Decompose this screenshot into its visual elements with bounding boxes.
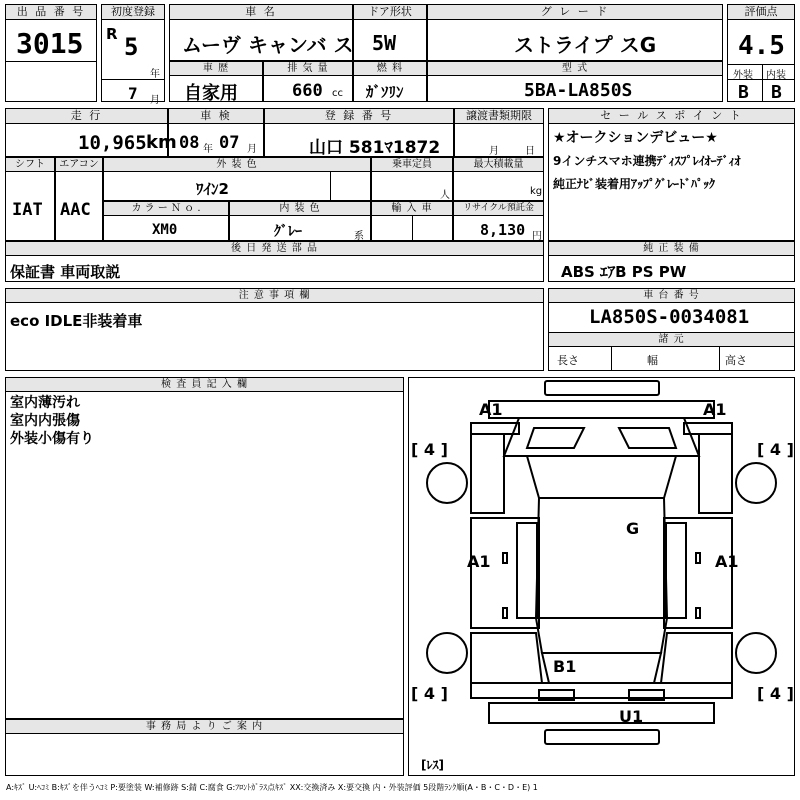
color-no-box	[103, 201, 229, 241]
inspection-label: 車 検	[169, 109, 263, 124]
car-name-box	[169, 4, 353, 61]
first-reg-year-unit: 年	[150, 69, 160, 80]
int-color-value: ｸﾞﾚｰ	[274, 224, 302, 240]
score-ext-label: 外装	[733, 70, 753, 81]
equipment-box	[548, 241, 795, 282]
car-diagram-box	[408, 377, 795, 776]
capacity-unit: 人	[440, 190, 450, 201]
capacity-label: 乗車定員	[372, 158, 452, 172]
transfer-box	[454, 108, 544, 157]
door-box	[353, 4, 427, 61]
inspection-month-unit: 月	[247, 144, 257, 155]
equipment-label: 純 正 装 備	[549, 242, 794, 256]
damage-right: A1	[715, 552, 739, 571]
inspector-label: 検 査 員 記 入 欄	[6, 378, 403, 392]
displacement-value: 660	[292, 81, 323, 101]
displacement-unit: cc	[332, 88, 343, 99]
reg-no-box	[264, 108, 454, 157]
capacity-box	[371, 157, 453, 201]
office-label: 事 務 局 よ り ご 案 内	[6, 720, 403, 734]
mileage-box	[5, 108, 177, 157]
first-reg-year: 5	[124, 33, 139, 61]
specs-height: 高さ	[725, 354, 747, 367]
recycle-label: リサイクル預託金	[454, 202, 543, 216]
color-no-label: カ ラ ー Ｎ ｏ .	[104, 202, 228, 216]
fuel-value: ｶﾞｿﾘﾝ	[366, 83, 404, 101]
spare-tire: [ﾚｽ]	[421, 758, 444, 772]
lot-box	[5, 4, 97, 102]
first-reg-month-unit: 月	[150, 95, 160, 106]
damage-back: U1	[619, 707, 644, 726]
sales-point-label: セ ー ル ス ポ イ ン ト	[549, 109, 794, 124]
fuel-label: 燃 料	[354, 62, 426, 76]
mileage-label: 走 行	[6, 109, 167, 124]
score-int: B	[771, 82, 782, 103]
load-unit: kg	[530, 186, 543, 197]
recycle-unit: 円	[532, 231, 542, 242]
reg-no-value: 山口 581ﾏ1872	[309, 138, 441, 158]
office-box	[5, 719, 404, 776]
tire-fl: [ 4 ]	[411, 440, 448, 459]
grade-value: ストライプ スG	[514, 33, 657, 57]
score-ext: B	[738, 82, 749, 103]
import-box	[371, 201, 453, 241]
model-label: 型 式	[428, 62, 722, 76]
color-no-value: XM0	[152, 222, 178, 238]
equipment-value: ABS ｴｱB PS PW	[561, 263, 687, 281]
grade-box	[427, 4, 723, 61]
door-value: 5W	[372, 31, 397, 55]
inspector-box	[5, 377, 404, 719]
load-label: 最大積載量	[454, 158, 543, 172]
ext-color-label: 外 装 色	[104, 158, 370, 172]
inspector-line-3: 外装小傷有り	[10, 431, 94, 447]
history-label: 車 歴	[170, 62, 262, 76]
displacement-label: 排 気 量	[264, 62, 352, 76]
notes-box	[5, 288, 544, 371]
transfer-month-unit: 月	[489, 146, 499, 157]
car-name-value: ムーヴ キャンバ ス	[182, 33, 354, 57]
door-label: ドア形状	[354, 5, 426, 20]
int-color-label: 内 装 色	[230, 202, 370, 216]
lot-number: 3015	[16, 27, 84, 60]
lot-label: 出 品 番 号	[6, 5, 96, 20]
ext-color-box	[103, 157, 371, 201]
inspector-line-2: 室内内張傷	[10, 413, 80, 429]
transfer-label: 譲渡書類期限	[455, 109, 543, 124]
sales-point-box	[548, 108, 795, 241]
reg-no-label: 登 録 番 号	[265, 109, 453, 124]
ext-color-value: ﾜｲﾝ2	[196, 180, 229, 198]
first-reg-era: R	[106, 25, 118, 43]
int-color-unit: 系	[354, 231, 364, 242]
shift-label: シフト	[6, 158, 54, 172]
aircon-value: AAC	[60, 200, 91, 220]
history-box	[169, 61, 263, 102]
tire-fr: [ 4 ]	[757, 440, 794, 459]
inspection-box	[168, 108, 264, 157]
later-parts-label: 後 日 発 送 部 品	[6, 242, 543, 256]
damage-tr: A1	[703, 400, 727, 419]
tire-rl: [ 4 ]	[411, 684, 448, 703]
recycle-value: 8,130	[480, 221, 526, 239]
sales-point-line-1: ★オークションデビュー★	[553, 130, 718, 146]
chassis-value: LA850S-0034081	[589, 306, 750, 328]
load-box	[453, 157, 544, 201]
notes-label: 注 意 事 項 欄	[6, 289, 543, 303]
score-value: 4.5	[738, 31, 785, 61]
legend: A:ｷｽﾞ U:ﾍｺﾐ B:ｷｽﾞを伴うﾍｺﾐ P:要塗装 W:補修跡 S:錆 C:腐食 G:ﾌﾛﾝﾄｶﾞﾗｽ点ｷｽﾞ XX:交換済み X:要交換 内・外装評価 5段階ﾗﾝｸ順(A・B・C・D・E) 1	[6, 783, 538, 792]
car-name-label: 車 名	[170, 5, 352, 20]
inspection-year: 08	[179, 133, 200, 153]
specs-width: 幅	[647, 354, 658, 367]
specs-label: 諸 元	[549, 333, 794, 347]
recycle-box	[453, 201, 544, 241]
shift-box	[5, 157, 55, 241]
mileage-unit: km	[146, 132, 177, 153]
fuel-box	[353, 61, 427, 102]
later-parts-box	[5, 241, 544, 282]
first-reg-month: 7	[128, 84, 138, 103]
damage-left: A1	[467, 552, 491, 571]
score-label: 評価点	[728, 5, 794, 20]
damage-roof: G	[626, 519, 640, 538]
model-box	[427, 61, 723, 102]
shift-value: IAT	[12, 200, 43, 220]
mileage-value: 10,965	[78, 132, 147, 154]
aircon-box	[55, 157, 103, 241]
inspection-month: 07	[219, 133, 240, 153]
grade-label: グ レ ー ド	[428, 5, 722, 20]
specs-length: 長さ	[557, 354, 579, 367]
chassis-label: 車 台 番 号	[549, 289, 794, 303]
notes-value: eco IDLE非装着車	[10, 312, 143, 330]
history-value: 自家用	[184, 83, 238, 104]
car-diagram	[409, 378, 794, 775]
sales-point-line-3: 純正ﾅﾋﾞ装着用ｱｯﾌﾟｸﾞﾚｰﾄﾞﾊﾟｯｸ	[553, 177, 716, 191]
sales-point-line-2: 9インチスマホ連携ﾃﾞｨｽﾌﾟﾚｲｵｰﾃﾞｨｵ	[553, 154, 741, 168]
inspection-year-unit: 年	[203, 144, 213, 155]
score-int-label: 内装	[766, 70, 786, 81]
chassis-box	[548, 288, 795, 371]
tire-rr: [ 4 ]	[757, 684, 794, 703]
aircon-label: エアコン	[56, 158, 102, 172]
model-value: 5BA-LA850S	[524, 80, 633, 101]
damage-tl: A1	[479, 400, 503, 419]
later-parts-value: 保証書 車両取説	[10, 263, 121, 281]
score-box	[727, 4, 795, 102]
displacement-box	[263, 61, 353, 102]
transfer-day-unit: 日	[525, 146, 535, 157]
damage-rear: B1	[553, 657, 577, 676]
int-color-box	[229, 201, 371, 241]
inspector-line-1: 室内薄汚れ	[10, 395, 80, 411]
import-label: 輸 入 車	[372, 202, 452, 216]
first-reg-label: 初度登録	[102, 5, 164, 20]
first-reg-box	[101, 4, 165, 106]
